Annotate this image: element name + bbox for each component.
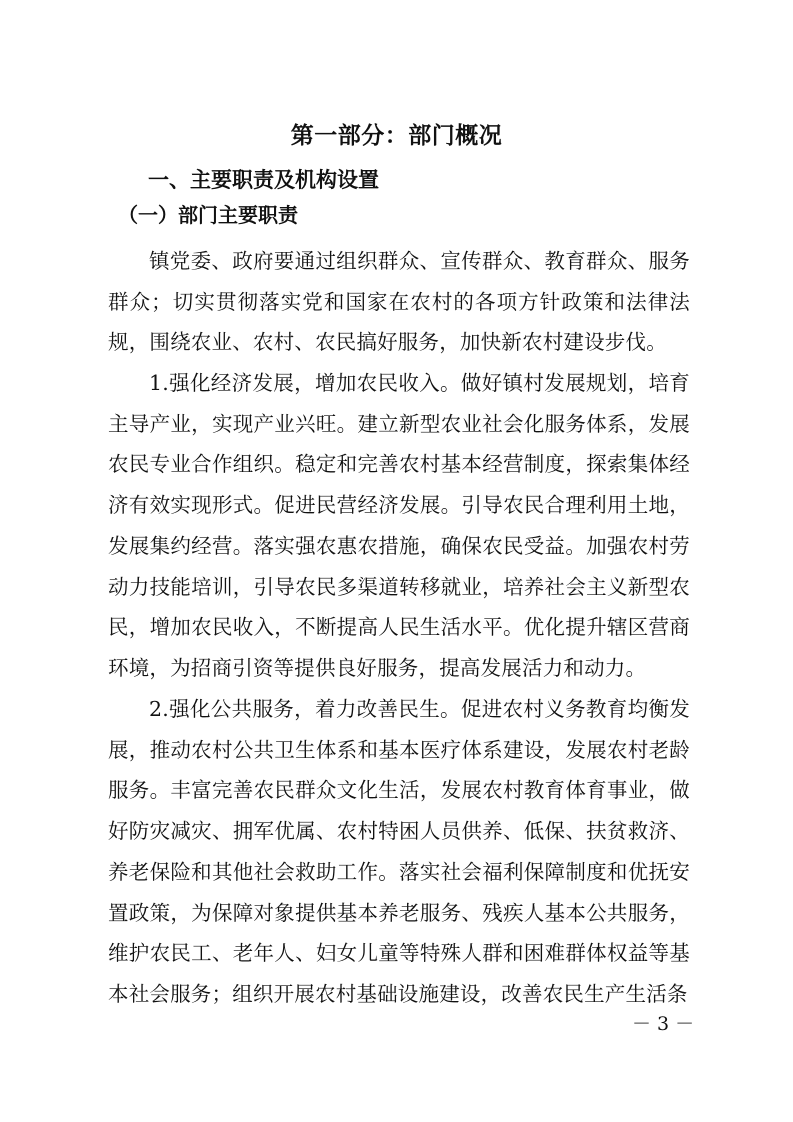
- page-title: 第一部分：部门概况: [290, 123, 503, 149]
- body-paragraph: 镇党委、政府要通过组织群众、宣传群众、教育群众、服务群众；切实贯彻落实党和国家在农村的各项方针政策和法律法规，围绕农业、农村、农民搞好服务，加快新农村建设步伐。: [108, 249, 690, 355]
- body-paragraph: 1.强化经济发展，增加农民收入。做好镇村发展规划，培育主导产业，实现产业兴旺。建立新型农业社会化服务体系，发展农民专业合作组织。稳定和完善农村基本经营制度，探索集体经济有效实现形式。促进民营经济发展。引导农民合理利用土地，发展集约经营。落实强农惠农措施，确保农民受益。加强农村劳动力技能培训，引导农民多渠道转移就业，培养社会主义新型农民，增加农民收入，不断提高人民生活水平。优化提升辖区营商环境，为招商引资等提供良好服务，提高发展活力和动力。: [108, 371, 690, 680]
- body-paragraph: 2.强化公共服务，着力改善民生。促进农村义务教育均衡发展，推动农村公共卫生体系和基本医疗体系建设，发展农村老龄服务。丰富完善农民群众文化生活，发展农村教育体育事业，做好防灾减灾、拥军优属、农村特困人员供养、低保、扶贫救济、养老保险和其他社会救助工作。落实社会福利保障制度和优抚安置政策，为保障对象提供基本养老服务、残疾人基本公共服务，维护农民工、老年人、妇女儿童等特殊人群和困难群体权益等基本社会服务；组织开展农村基础设施建设，改善农民生产生活条: [108, 697, 690, 1006]
- subsection-heading: （一）部门主要职责: [118, 203, 298, 227]
- page-number: － 3 －: [632, 1013, 695, 1035]
- section-heading: 一、主要职责及机构设置: [148, 168, 379, 192]
